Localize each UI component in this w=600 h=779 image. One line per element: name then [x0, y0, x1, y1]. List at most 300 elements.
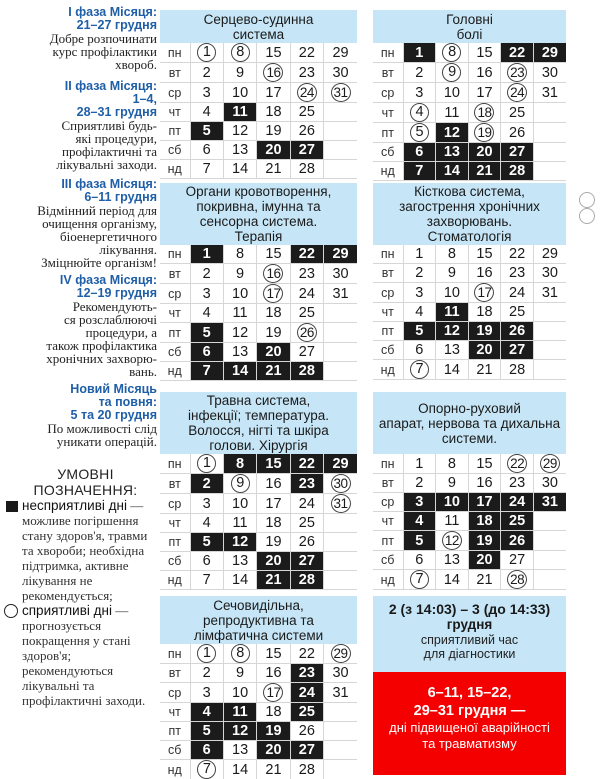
day-number: 15 [265, 246, 282, 262]
day-cell-favorable [290, 323, 323, 343]
weekday-label: сб [373, 551, 403, 570]
weekday-label: пн [160, 454, 190, 474]
day-cell-unfavorable [257, 722, 290, 741]
day-cell [190, 552, 223, 571]
phase-text [0, 119, 157, 171]
day-number: 19 [265, 534, 282, 550]
phase-text [0, 32, 157, 71]
info-box [373, 596, 566, 775]
legend-title [0, 467, 157, 498]
day-cell [403, 245, 436, 264]
calendar-row [373, 303, 566, 322]
weekday-label: пт [160, 722, 190, 741]
phase-title-line: 6–11 грудня [84, 190, 157, 204]
day-cell-favorable [223, 474, 256, 494]
day-cell [436, 570, 469, 590]
day-number: 15 [476, 246, 493, 262]
day-cell [436, 341, 469, 360]
day-cell [257, 245, 290, 264]
day-number: 9 [447, 475, 456, 491]
day-number-circled: 26 [297, 323, 317, 342]
empty-cell [324, 323, 357, 343]
day-number: 26 [298, 534, 315, 550]
day-number: 3 [415, 84, 424, 101]
day-cell-favorable [468, 103, 501, 123]
day-number: 2 [202, 665, 211, 681]
calendar-grid [160, 644, 357, 779]
day-cell-favorable [468, 283, 501, 303]
day-number: 30 [332, 64, 349, 81]
calendar-title-line: Сечовидільна, [213, 597, 304, 613]
day-number: 6 [202, 142, 211, 158]
weekday-label: сб [160, 343, 190, 362]
day-number: 18 [265, 704, 282, 720]
day-number: 22 [509, 246, 526, 262]
phase-text [0, 204, 157, 269]
day-number: 9 [447, 265, 456, 281]
calendar-row [160, 264, 357, 284]
phase-title-line: та повня: [98, 395, 157, 409]
day-number: 29 [332, 455, 349, 472]
day-cell-unfavorable [190, 533, 223, 552]
calendar-row [373, 43, 566, 63]
day-number: 26 [509, 323, 526, 339]
day-number: 4 [415, 304, 424, 320]
day-number: 16 [476, 265, 493, 281]
calendar-title-line: Органи кровотворення, [185, 184, 332, 199]
day-number: 21 [476, 361, 493, 378]
phase-title [0, 80, 157, 119]
calendar-row [160, 571, 357, 590]
day-cell [223, 494, 256, 514]
day-number: 6 [202, 344, 211, 360]
day-number-circled: 1 [197, 454, 216, 473]
day-cell [468, 43, 501, 63]
day-cell [223, 760, 256, 779]
day-number-circled: 17 [263, 284, 283, 303]
day-number: 22 [298, 246, 315, 262]
circle-icon [4, 604, 18, 618]
day-cell [290, 264, 323, 284]
day-number: 14 [232, 363, 249, 379]
day-number-circled: 22 [507, 454, 527, 473]
day-number: 25 [298, 305, 315, 321]
calendar-row [160, 552, 357, 571]
day-number: 18 [476, 513, 493, 529]
day-number: 4 [202, 515, 211, 531]
day-cell [324, 43, 357, 63]
day-number: 10 [232, 684, 249, 701]
day-number: 18 [265, 104, 282, 120]
day-cell [223, 571, 256, 590]
calendar-row [373, 454, 566, 474]
day-number: 14 [443, 163, 460, 179]
day-cell [533, 283, 566, 303]
day-number: 16 [476, 64, 493, 81]
day-cell-unfavorable [190, 741, 223, 760]
day-number: 8 [236, 455, 245, 472]
calendar-title-line: репродуктивна та [203, 612, 314, 628]
calendar-title-line: апарат, нервова та дихальна [378, 415, 561, 431]
day-cell-favorable [324, 83, 357, 103]
calendar-row [373, 360, 566, 380]
day-number: 28 [298, 761, 315, 778]
calendar-title-line: Волосся, нігті та шкіра [188, 423, 329, 438]
day-cell-unfavorable [436, 143, 469, 162]
accident-dates: 6–11, 15–22, [427, 685, 512, 701]
day-cell-unfavorable [257, 141, 290, 160]
day-number: 21 [476, 571, 493, 588]
day-cell [290, 103, 323, 122]
day-cell-unfavorable [190, 245, 223, 264]
legend-title-line: ПОЗНАЧЕННЯ: [33, 481, 138, 498]
day-number: 18 [265, 305, 282, 321]
calendar-row [160, 63, 357, 83]
weekday-label: пт [160, 533, 190, 552]
day-number: 5 [415, 323, 424, 339]
empty-cell [324, 552, 357, 571]
day-cell [190, 514, 223, 533]
day-number: 24 [298, 495, 315, 512]
day-number: 11 [232, 704, 248, 720]
weekday-label: пн [373, 245, 403, 264]
calendar-row [160, 494, 357, 514]
calendar-skeletal-dentistry [373, 183, 566, 380]
day-cell [223, 514, 256, 533]
calendar-row [373, 83, 566, 103]
day-cell-unfavorable [501, 322, 534, 341]
day-cell [190, 264, 223, 284]
day-cell [403, 283, 436, 303]
day-cell-favorable [324, 474, 357, 494]
weekday-label: чт [373, 103, 403, 123]
day-cell [436, 245, 469, 264]
day-number: 7 [202, 161, 211, 177]
day-cell [190, 103, 223, 122]
day-number: 15 [265, 44, 282, 61]
calendar-title [373, 392, 566, 454]
day-number: 24 [298, 684, 315, 701]
day-cell [223, 741, 256, 760]
day-cell [190, 160, 223, 179]
empty-cell [533, 143, 566, 162]
day-number: 14 [232, 161, 249, 177]
day-number-circled: 4 [410, 103, 429, 122]
weekday-label: нд [160, 362, 190, 381]
day-number: 6 [202, 742, 211, 758]
day-cell-favorable [190, 760, 223, 779]
phase-text-line: вань. [129, 364, 157, 379]
day-cell-favorable [403, 570, 436, 590]
weekday-label: сб [160, 141, 190, 160]
day-cell [436, 454, 469, 474]
day-cell-unfavorable [290, 552, 323, 571]
day-cell [257, 494, 290, 514]
day-cell [468, 570, 501, 590]
day-cell [190, 141, 223, 160]
day-cell-favorable [257, 63, 290, 83]
day-number-circled: 17 [263, 683, 283, 702]
weekday-label: сб [160, 741, 190, 760]
calendar-title-line: інфекції; температура. [187, 408, 330, 423]
day-number: 1 [415, 246, 424, 262]
day-number: 24 [298, 285, 315, 302]
calendar-title [160, 183, 357, 245]
legend-title-line: УМОВНІ [57, 466, 114, 482]
phase-text-line: біоенергетичного [60, 229, 157, 244]
day-cell-favorable [501, 83, 534, 103]
weekday-label: вт [373, 63, 403, 83]
day-cell [403, 341, 436, 360]
phase-1 [0, 6, 157, 71]
weekday-label: нд [160, 160, 190, 179]
calendar-row [373, 551, 566, 570]
weekday-label: вт [160, 664, 190, 683]
day-cell-favorable [468, 123, 501, 143]
day-cell [257, 304, 290, 323]
day-cell [403, 454, 436, 474]
day-cell-unfavorable [257, 571, 290, 590]
day-cell-unfavorable [190, 703, 223, 722]
day-number: 15 [265, 455, 282, 472]
day-number: 25 [509, 104, 526, 121]
day-cell-unfavorable [290, 362, 323, 381]
calendar-title-line: лімфатична системи [193, 627, 324, 643]
day-number: 19 [265, 723, 282, 739]
day-cell [190, 664, 223, 683]
day-cell-unfavorable [190, 122, 223, 141]
day-cell [533, 245, 566, 264]
day-number: 10 [232, 285, 249, 302]
day-number: 17 [476, 494, 493, 510]
empty-cell [533, 531, 566, 551]
day-number: 25 [298, 515, 315, 531]
weekday-label: чт [160, 304, 190, 323]
day-number-circled: 31 [331, 83, 351, 102]
decorative-circle-icon [579, 192, 595, 208]
day-cell-favorable [290, 83, 323, 103]
weekday-label: сб [160, 552, 190, 571]
day-cell-unfavorable [436, 322, 469, 341]
calendar-row [373, 341, 566, 360]
empty-cell [324, 571, 357, 590]
day-cell [257, 43, 290, 63]
day-cell [290, 63, 323, 83]
day-cell-unfavorable [436, 493, 469, 512]
day-number: 2 [415, 64, 424, 81]
day-cell-unfavorable [223, 362, 256, 381]
day-cell-unfavorable [290, 703, 323, 722]
day-cell-unfavorable [501, 43, 534, 63]
weekday-label: ср [160, 494, 190, 514]
weekday-label: нд [160, 571, 190, 590]
day-cell [190, 63, 223, 83]
empty-cell [324, 304, 357, 323]
phase-text-line: очищення організму, [42, 216, 157, 231]
day-cell [436, 83, 469, 103]
weekday-label: нд [160, 760, 190, 779]
day-number: 10 [443, 284, 460, 301]
day-cell-unfavorable [290, 683, 323, 703]
day-number: 27 [298, 142, 315, 158]
day-number: 26 [298, 123, 315, 139]
day-cell-unfavorable [468, 322, 501, 341]
day-cell-unfavorable [468, 162, 501, 181]
weekday-label: вт [373, 264, 403, 283]
day-number: 11 [444, 104, 460, 121]
day-cell-favorable [403, 123, 436, 143]
day-cell-favorable [403, 360, 436, 380]
day-number: 19 [265, 123, 282, 139]
day-number: 4 [415, 513, 424, 529]
day-number: 31 [332, 285, 349, 302]
day-cell [436, 512, 469, 531]
day-cell [324, 683, 357, 703]
weekday-label: вт [373, 474, 403, 493]
day-number-circled: 7 [410, 360, 429, 379]
phase-title-line: 21–27 грудня [76, 18, 157, 32]
day-number-circled: 1 [197, 43, 216, 62]
calendar-row [160, 83, 357, 103]
day-cell [501, 474, 534, 493]
day-cell-favorable [436, 531, 469, 551]
calendar-title [373, 10, 566, 43]
day-number: 23 [509, 265, 526, 281]
day-number: 13 [443, 342, 460, 358]
day-number: 15 [476, 455, 493, 472]
calendar-musculoskeletal [373, 392, 566, 590]
weekday-label: сб [373, 341, 403, 360]
calendar-row [373, 123, 566, 143]
day-cell-unfavorable [223, 722, 256, 741]
phase-text-line: Відмінний період для [37, 203, 157, 218]
day-cell-unfavorable [468, 512, 501, 531]
day-cell [223, 343, 256, 362]
calendar-row [373, 103, 566, 123]
day-number-circled: 7 [197, 760, 216, 779]
day-cell [223, 245, 256, 264]
day-number: 21 [476, 163, 493, 179]
day-number: 19 [265, 324, 282, 341]
legend-favorable [0, 603, 157, 708]
diagnostics-note [373, 596, 566, 672]
day-number: 3 [202, 84, 211, 101]
day-number: 4 [202, 305, 211, 321]
day-cell-favorable [257, 284, 290, 304]
calendar-row [160, 141, 357, 160]
day-cell [501, 103, 534, 123]
calendar-row [160, 245, 357, 264]
calendar-row [373, 531, 566, 551]
day-cell-unfavorable [436, 303, 469, 322]
empty-cell [324, 160, 357, 179]
day-cell-unfavorable [533, 493, 566, 512]
day-number: 25 [509, 513, 526, 529]
phase-text-line: курс профілактики [52, 44, 157, 59]
day-number: 8 [447, 246, 456, 262]
day-number: 10 [443, 84, 460, 101]
calendar-row [160, 760, 357, 779]
day-number: 23 [298, 475, 315, 492]
day-number: 3 [202, 495, 211, 512]
day-cell [468, 63, 501, 83]
decorative-circle-icon [579, 208, 595, 224]
phase-text-line: Зміцнюйте організм! [41, 255, 157, 270]
calendar-row [373, 245, 566, 264]
phase-text-line: хронічних захворю- [46, 351, 157, 366]
day-cell [324, 264, 357, 284]
day-number: 9 [236, 665, 245, 681]
day-number: 28 [298, 161, 315, 177]
day-number: 11 [232, 104, 248, 120]
day-number: 19 [476, 323, 493, 339]
day-number-circled: 8 [231, 644, 250, 663]
day-number: 2 [202, 64, 211, 81]
phase-text-line: профілактичні та [62, 144, 157, 159]
phase-text-line: які процедури, [75, 131, 157, 146]
day-cell-favorable [190, 43, 223, 63]
day-number: 2 [415, 475, 424, 491]
calendar-title-line: система [232, 26, 285, 42]
day-cell [190, 284, 223, 304]
day-cell [403, 264, 436, 283]
day-cell-unfavorable [190, 343, 223, 362]
calendar-hematopoietic-therapy [160, 183, 357, 381]
weekday-label: сб [373, 143, 403, 162]
legend [0, 467, 157, 708]
calendar-row [373, 493, 566, 512]
day-cell [257, 664, 290, 683]
day-cell [324, 63, 357, 83]
day-number: 13 [232, 553, 249, 569]
day-number: 12 [232, 723, 249, 739]
day-number: 8 [236, 246, 245, 262]
phase-text-line: лікування. [99, 242, 157, 257]
day-cell [290, 43, 323, 63]
weekday-label: вт [160, 63, 190, 83]
calendar-urinary-reproductive [160, 596, 357, 779]
phase-4 [0, 274, 157, 378]
day-number: 2 [202, 475, 211, 492]
day-number: 5 [415, 532, 424, 549]
day-cell-unfavorable [403, 512, 436, 531]
day-number: 15 [265, 645, 282, 662]
day-cell [436, 360, 469, 380]
day-number-circled: 24 [297, 83, 317, 102]
empty-cell [533, 123, 566, 143]
day-number-circled: 29 [540, 454, 560, 473]
day-cell [223, 122, 256, 141]
calendar-grid [160, 454, 357, 590]
day-number: 19 [476, 532, 493, 549]
black-square-icon [6, 501, 18, 512]
phase-text-line: Рекомендують- [72, 299, 157, 314]
day-cell [223, 284, 256, 304]
calendar-title-line: Травна система, [206, 393, 311, 408]
day-number: 21 [265, 572, 282, 588]
day-number: 22 [298, 455, 315, 472]
calendar-title-line: Опорно-руховий [418, 400, 521, 416]
day-cell [324, 664, 357, 683]
weekday-label: нд [373, 360, 403, 380]
day-number: 26 [509, 532, 526, 549]
calendar-row [373, 570, 566, 590]
day-number: 24 [509, 494, 526, 510]
day-cell-unfavorable [290, 741, 323, 760]
day-number: 23 [298, 64, 315, 81]
day-cell-unfavorable [324, 245, 357, 264]
empty-cell [324, 722, 357, 741]
